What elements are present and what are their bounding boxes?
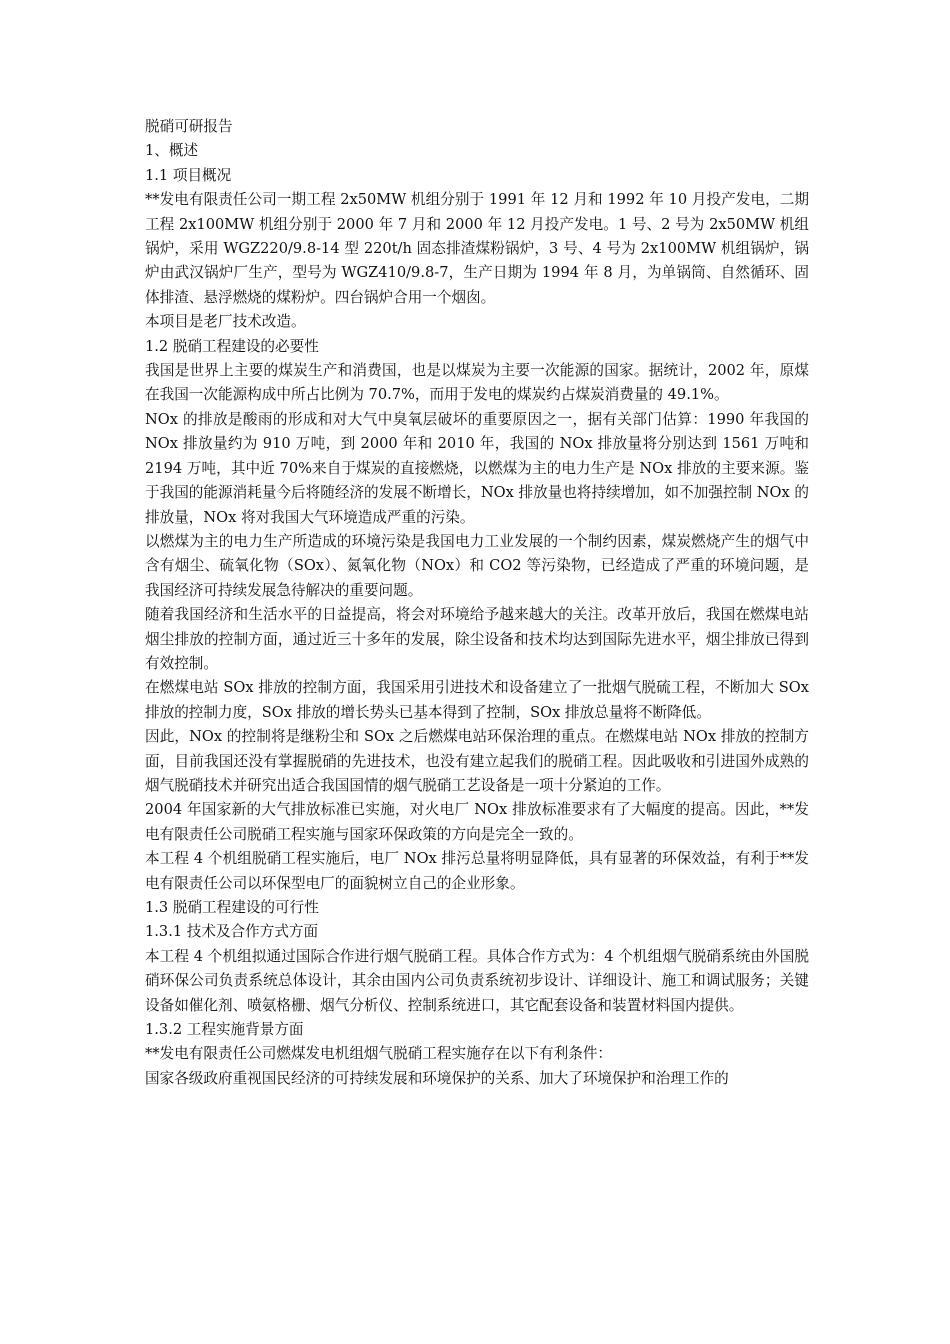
section-heading: 1.2 脱硝工程建设的必要性 bbox=[145, 337, 319, 355]
section-heading: 1.1 项目概况 bbox=[145, 166, 232, 184]
section-heading: 1、概述 bbox=[145, 142, 199, 160]
paragraph: NOx 的排放是酸雨的形成和对大气中臭氧层破坏的重要原因之一，据有关部门估算：1990 年我国的 NOx 排放量约为 910 万吨，到 2000 年和 2010 年，我国的 NOx 排放量将分别达到 1561 万吨和 2194 万吨，其中近 70%来自于煤炭的直接燃烧，以燃煤为主的电力生产是 NOx 排放的主要来源。鉴于我国的能源消耗量今后将随经济的发展不断增长，NOx 排放量也将持续增加，如不加强控制 NOx 的排放量，NOx 将对我国大气环境造成严重的污染。 bbox=[145, 410, 809, 526]
paragraph: 本工程 4 个机组拟通过国际合作进行烟气脱硝工程。具体合作方式为：4 个机组烟气脱硝系统由外国脱硝环保公司负责系统总体设计，其余由国内公司负责系统初步设计、详细设计、施工和调试服务；关键设备如催化剂、喷氨格栅、烟气分析仪、控制系统进口，其它配套设备和装置材料国内提供。 bbox=[145, 947, 809, 1014]
paragraph: 本项目是老厂技术改造。 bbox=[145, 313, 306, 331]
paragraph: 本工程 4 个机组脱硝工程实施后，电厂 NOx 排污总量将明显降低，具有显著的环保效益，有利于**发电有限责任公司以环保型电厂的面貌树立自己的企业形象。 bbox=[145, 850, 809, 892]
paragraph-truncated: 国家各级政府重视国民经济的可持续发展和环境保护的关系、加大了环境保护和治理工作的 bbox=[145, 1069, 729, 1087]
paragraph: 2004 年国家新的大气排放标准已实施，对火电厂 NOx 排放标准要求有了大幅度的提高。因此，**发电有限责任公司脱硝工程实施与国家环保政策的方向是完全一致的。 bbox=[145, 801, 809, 843]
paragraph: **发电有限责任公司燃煤发电机组烟气脱硝工程实施存在以下有利条件： bbox=[145, 1045, 613, 1063]
paragraph: **发电有限责任公司一期工程 2x50MW 机组分别于 1991 年 12 月和 1992 年 10 月投产发电，二期工程 2x100MW 机组分别于 2000 年 7 月和 2000 年 12 月投产发电。1 号、2 号为 2x50MW 机组锅炉，采用 WGZ220/9.8-14 型 220t/h 固态排渣煤粉锅炉，3 号、4 号为 2x100MW 机组锅炉，锅炉由武汉锅炉厂生产，型号为 WGZ410/9.8-7，生产日期为 1994 年 8 月，为单锅筒、自然循环、固体排渣、悬浮燃烧的煤粉炉。四台锅炉合用一个烟囱。 bbox=[145, 191, 809, 306]
section-heading: 1.3 脱硝工程建设的可行性 bbox=[145, 899, 319, 916]
subsection-heading: 1.3.1 技术及合作方式方面 bbox=[145, 923, 319, 941]
paragraph: 我国是世界上主要的煤炭生产和消费国，也是以煤炭为主要一次能源的国家。据统计，2002 年，原煤在我国一次能源构成中所占比例为 70.7%，而用于发电的煤炭约占煤炭消费量的 49.1%。 bbox=[145, 362, 809, 404]
paragraph: 在燃煤电站 SOx 排放的控制方面，我国采用引进技术和设备建立了一批烟气脱硫工程，不断加大 SOx 排放的控制力度，SOx 排放的增长势头已基本得到了控制，SOx 排放总量将不断降低。 bbox=[145, 679, 809, 721]
document-page bbox=[145, 115, 809, 1091]
document-title: 脱硝可研报告 bbox=[145, 118, 233, 135]
paragraph: 以燃煤为主的电力生产所造成的环境污染是我国电力工业发展的一个制约因素，煤炭燃烧产生的烟气中含有烟尘、硫氧化物（SOx）、氮氧化物（NOx）和 CO2 等污染物，已经造成了严重的环境问题，是我国经济可持续发展急待解决的重要问题。 bbox=[145, 532, 809, 599]
paragraph: 因此，NOx 的控制将是继粉尘和 SOx 之后燃煤电站环保治理的重点。在燃煤电站 NOx 排放的控制方面，目前我国还没有掌握脱硝的先进技术，也没有建立起我们的脱硝工程。因此吸收和引进国外成熟的烟气脱硝技术并研究出适合我国国情的烟气脱硝工艺设备是一项十分紧迫的工作。 bbox=[145, 728, 809, 794]
paragraph: 随着我国经济和生活水平的日益提高，将会对环境给予越来越大的关注。改革开放后，我国在燃煤电站烟尘排放的控制方面，通过近三十多年的发展，除尘设备和技术均达到国际先进水平，烟尘排放已得到有效控制。 bbox=[145, 606, 809, 672]
subsection-heading: 1.3.2 工程实施背景方面 bbox=[145, 1021, 304, 1039]
